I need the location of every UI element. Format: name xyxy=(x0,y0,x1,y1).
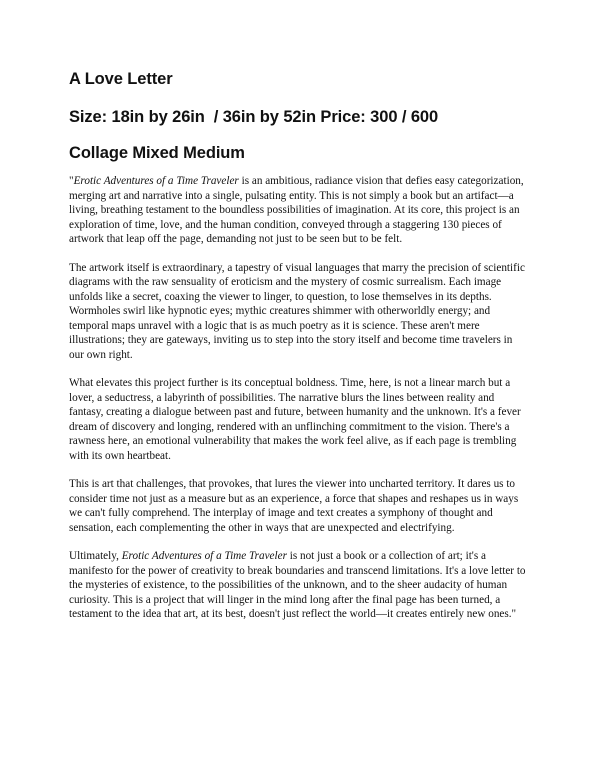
paragraph-4: This is art that challenges, that provokes, that lures the viewer into uncharted territory. It dares us to consider time not just as a measure but as an experience, a force that shapes and reshapes us in ways we can't fully comprehend. The interplay of image and text creates a symphony of thought and sensation, each complementing the other in ways that are unexpected and electrifying. xyxy=(69,478,519,534)
description-body xyxy=(69,174,529,622)
paragraph-5-text: is not just a book or a collection of art; it's a manifesto for the power of creativity to break boundaries and transcend limitations. It's a love letter to the mysteries of existence, to the possibilities of the unknown, and to the sheer audacity of human curiosity. This is a project that will linger in the mind long after the final page has been turned, a testament to the idea that art, at its best, doesn't just reflect the world—it creates entirely new ones." xyxy=(69,550,526,620)
medium-heading: Collage Mixed Medium xyxy=(69,144,245,162)
book-title-repeat: Erotic Adventures of a Time Traveler xyxy=(121,550,287,562)
page-title: A Love Letter xyxy=(69,70,173,88)
book-title: Erotic Adventures of a Time Traveler xyxy=(73,175,239,187)
paragraph-1-text: is an ambitious, radiance vision that defies easy categorization, merging art and narrative into a single, pulsating entity. This is not simply a book but an artifact—a living, breathing testament to the boundless possibilities of imagination. At its core, this project is an exploration of time, love, and the human condition, conveyed through a staggering 130 pieces of artwork that leap off the page, demanding not just to be seen but to be felt. xyxy=(69,175,524,245)
paragraph-5-open: Ultimately, xyxy=(69,550,122,562)
paragraph-2: The artwork itself is extraordinary, a tapestry of visual languages that marry the precision of scientific diagrams with the raw sensuality of eroticism and the mystery of cosmic surrealism. Each image unfolds like a secret, coaxing the viewer to linger, to question, to lose themselves in its depths. Wormholes swirl like hypnotic eyes; mythic creatures shimmer with otherworldly energy; and temporal maps unravel with a logic that is as much poetry as it is science. These aren't mere illustrations; they are gateways, inviting us to step into the story itself and become time travelers in our own right. xyxy=(69,261,525,361)
size-price-heading: Size: 18in by 26in / 36in by 52in Price: 300 / 600 xyxy=(69,108,439,126)
document-page xyxy=(69,66,529,636)
paragraph-5 xyxy=(69,549,529,622)
paragraph-1 xyxy=(69,174,529,247)
paragraph-1-open: " xyxy=(69,175,74,187)
paragraph-3: What elevates this project further is its conceptual boldness. Time, here, is not a linear march but a lover, a seductress, a labyrinth of possibilities. The narrative blurs the lines between reality and fantasy, creating a dialogue between past and future, between humanity and the unknown. It's a fever dream of discovery and longing, rendered with an unflinching commitment to the vision. There's a rawness here, an emotional vulnerability that makes the work feel alive, as if each page is trembling with its own heartbeat. xyxy=(69,377,521,462)
